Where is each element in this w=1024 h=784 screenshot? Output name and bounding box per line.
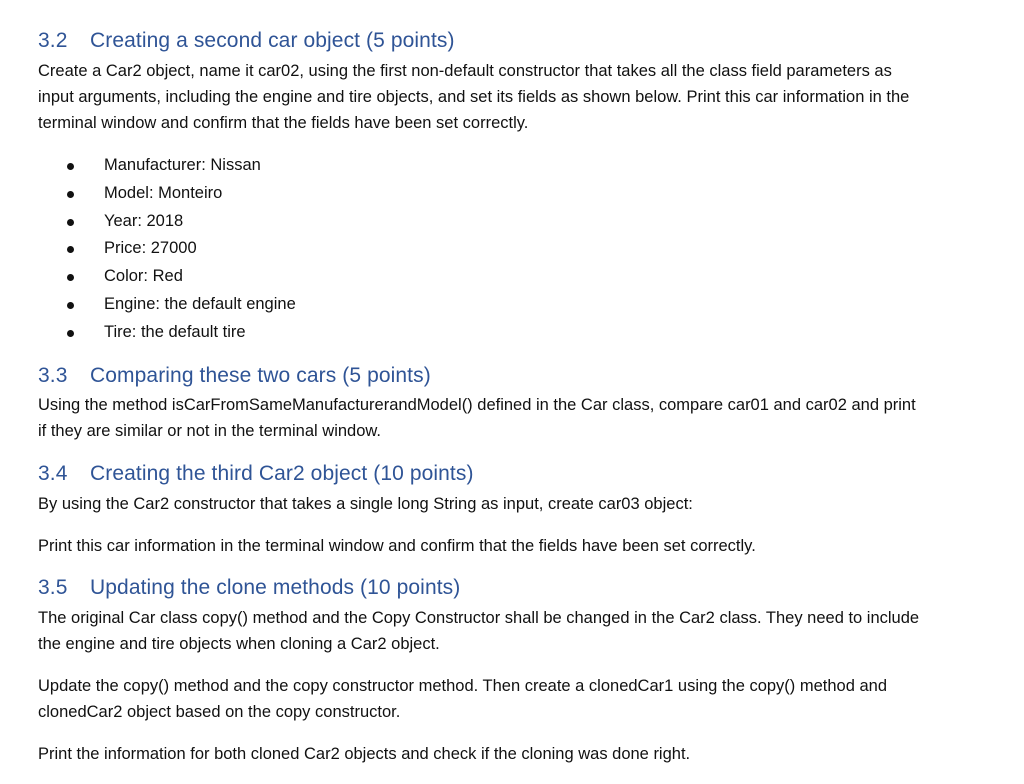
section-3-5-paragraph-3: Print the information for both cloned Car2 objects and check if the cloning was done right. (38, 745, 691, 763)
section-3-2-heading (38, 29, 455, 53)
document-page: 3.2 Creating a second car object (5 points) Create a Car2 object, name it car02, using the first non-default constructor that takes all the class field parameters as input arguments, including the engine and tire objects, and set its fields as shown below. Print this car information in the terminal window and confirm that the fields have been set correctly. Manufacturer: Nissan Model: Monteiro Year: 2018 Price: 27000 Color: Red Engine: the default engine Tire: the default tire 3.3 Comparing these two cars (5 points) Using the method isCarFromSameManufacturerandModel() defined in the Car class, compare car01 and car02 and print if they are similar or not in the terminal window. 3.4 Creating the third Car2 object (10 points) By using the Car2 constructor that takes a single long String as input, create car03 object: Print this car information in the terminal window and confirm that the fields have been set correctly. 3.5 Updating the clone methods (10 points) The original Car class copy() method and the Copy Constructor shall be changed in the Car2 class. They need to include the engine and tire objects when cloning a Car2 object. Update the copy() method and the copy constructor method. Then create a clonedCar1 using the copy() method and clonedCar2 object based on the copy constructor. Print the information for both cloned Car2 objects and check if the cloning was done right. (0, 0, 1024, 784)
section-number: 3.2 (38, 29, 68, 52)
bullet-icon (67, 163, 74, 170)
paragraph-line: Create a Car2 object, name it car02, using the first non-default constructor that takes all the class field parameters as (38, 62, 892, 80)
section-title: Creating a second car object (5 points) (90, 29, 455, 52)
paragraph-line: if they are similar or not in the terminal window. (38, 422, 381, 440)
section-3-5-paragraph-1 (38, 605, 1024, 657)
section-3-4-heading (38, 462, 474, 486)
section-3-3-heading (38, 364, 431, 388)
paragraph-line: input arguments, including the engine and tire objects, and set its fields as shown below. Print this car information in the (38, 88, 910, 106)
section-3-2-paragraph (38, 58, 1024, 136)
section-3-3-paragraph (38, 392, 1024, 444)
section-3-4-paragraph-1: By using the Car2 constructor that takes a single long String as input, create car03 object: (38, 495, 693, 513)
bullet-icon (67, 246, 74, 253)
paragraph-line: terminal window and confirm that the fields have been set correctly. (38, 114, 529, 132)
section-title: Updating the clone methods (10 points) (90, 576, 461, 599)
section-3-4-paragraph-2: Print this car information in the terminal window and confirm that the fields have been set correctly. (38, 537, 756, 555)
section-number: 3.3 (38, 364, 68, 387)
section-3-5-paragraph-2 (38, 673, 1024, 725)
paragraph-line: Using the method isCarFromSameManufacturerandModel() defined in the Car class, compare car01 and car02 and print (38, 396, 916, 414)
bullet-icon (67, 330, 74, 337)
section-number: 3.5 (38, 576, 68, 599)
section-number: 3.4 (38, 462, 68, 485)
bullet-icon (67, 302, 74, 309)
bullet-icon (67, 191, 74, 198)
paragraph-line: the engine and tire objects when cloning a Car2 object. (38, 635, 440, 653)
paragraph-line: Update the copy() method and the copy constructor method. Then create a clonedCar1 using the copy() method and (38, 677, 888, 695)
section-3-5-heading (38, 576, 460, 600)
bullet-icon (67, 219, 74, 226)
section-title: Comparing these two cars (5 points) (90, 364, 431, 387)
paragraph-line: clonedCar2 object based on the copy constructor. (38, 703, 401, 721)
paragraph-line: The original Car class copy() method and the Copy Constructor shall be changed in the Car2 class. They need to include (38, 609, 920, 627)
bullet-icon (67, 274, 74, 281)
section-title: Creating the third Car2 object (10 points) (90, 462, 474, 485)
